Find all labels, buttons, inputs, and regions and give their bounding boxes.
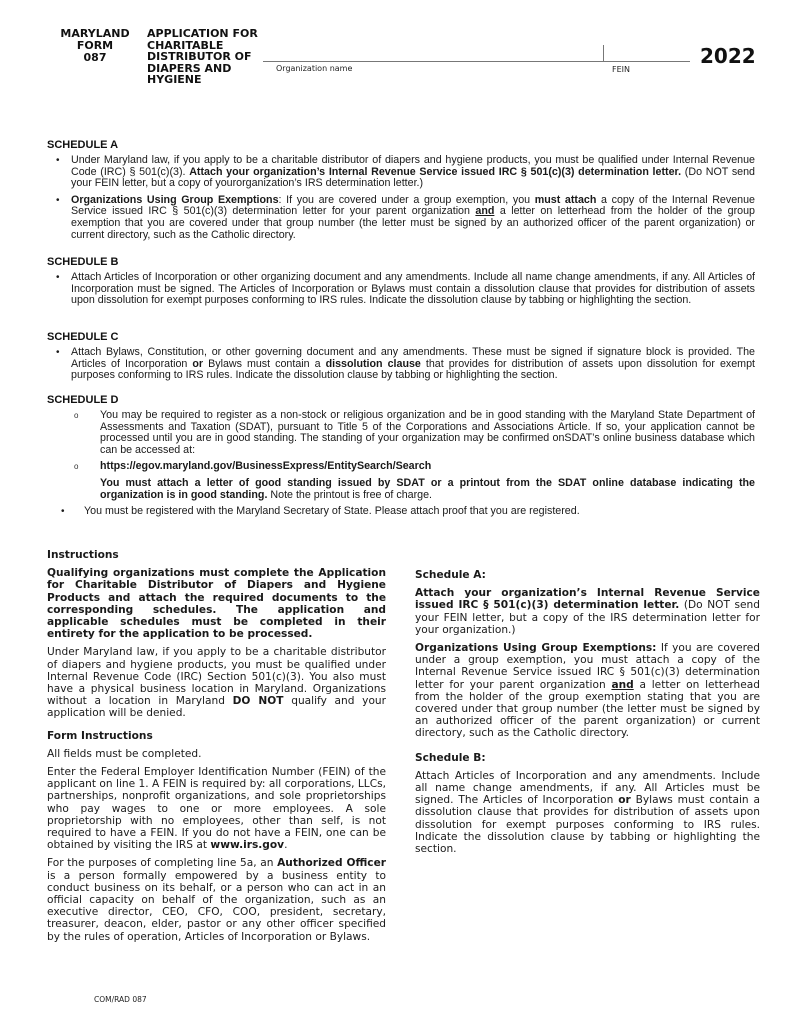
schedule-b-heading: SCHEDULE B: [47, 256, 119, 268]
text: Attach Bylaws, Constitution, or other governing document and any amendments. These must be signed if signature block is provided. The Articles of Incorporation: [71, 346, 755, 370]
text-bold: Attach your organization’s Internal Revenue Service issued IRC § 501(c)(3) determination letter.: [189, 165, 682, 178]
schedule-c-section: [47, 331, 755, 387]
instructions-para-3: [47, 766, 386, 851]
text: (Do NOT send your FEIN letter, but a copy of the IRS determination letter for your organization.): [415, 599, 760, 636]
right-schedule-a-heading: Schedule A:: [415, 569, 486, 581]
form-code-footer: COM/RAD 087: [94, 995, 147, 1004]
text: a letter on letterhead from the holder of the group exemption stating that you are covered under that group number (the letter must be signed by an authorized officer of the parent organization) or current directory, such as the Catholic directory.: [415, 678, 760, 740]
schedule-b-section: [47, 256, 755, 312]
organization-name-label: Organization name: [276, 64, 353, 73]
form-title: [147, 28, 267, 86]
schedule-a-bullet-1: [47, 155, 755, 190]
irs-link[interactable]: www.irs.gov: [210, 839, 285, 852]
text: that provides for distribution of assets upon dissolution for exempt purposes conforming to IRS rules. Indicate the dissolution clause by tabbing or highlighting the section.: [71, 357, 755, 382]
sdat-url-item: [47, 461, 755, 473]
text-bold: DO NOT: [232, 695, 284, 708]
right-schedule-a-para: [415, 587, 760, 636]
form-title-line: APPLICATION FOR: [147, 27, 258, 40]
schedule-b-bullet-1: • Attach Articles of Incorporation or other organizing document and any amendments. Include all name change amendments, if any. All Articles of Incorporation must be signed. The Articles of Incorporation or Bylaws must contain a dissolution clause that provides for distribution of assets upon dissolution for exempt purposes conforming to IRS rules. Indicate the dissolution clause by tabbing or highlighting the section.: [47, 272, 755, 307]
text-bold: Organizations Using Group Exemptions: [71, 193, 279, 206]
schedule-d-heading: SCHEDULE D: [47, 394, 119, 406]
schedule-d-section: [47, 394, 755, 518]
instructions-para-2: All fields must be completed.: [47, 747, 202, 760]
instructions-para-1: [47, 646, 386, 719]
text: Note the printout is free of charge.: [267, 488, 432, 501]
schedule-notes-column: [415, 569, 760, 861]
schedule-d-bullet-1: • You must be registered with the Maryland Secretary of State. Please attach proof that you are registered.: [47, 506, 755, 518]
text-underline: and: [475, 205, 495, 218]
schedule-a-bullet-2: [47, 195, 755, 241]
schedule-c-heading: SCHEDULE C: [47, 331, 119, 343]
right-schedule-b-para: [415, 770, 760, 855]
sdat-url-link[interactable]: https://egov.maryland.gov/BusinessExpress/EntitySearch/Search: [100, 460, 432, 473]
text-bold: Organizations Using Group Exemptions:: [415, 642, 657, 655]
text-bold: or: [618, 794, 631, 807]
right-schedule-b-heading: Schedule B:: [415, 751, 486, 764]
instructions-para-4: [47, 857, 386, 942]
right-group-exemption-para: [415, 642, 760, 740]
instructions-column: [47, 549, 386, 949]
form-id-line: FORM: [76, 39, 114, 52]
text: Enter the Federal Employer Identification Number (FEIN) of the applicant on line 1. A FEIN is required by: all corporations, LLCs, partnerships, nonprofit organizations, and sole proprietorships who pay wages to one or more employees. A sole proprietorship with no employees, other than self, is not required to have a FEIN. If you do not have a FEIN, one can be obtained by visiting the IRS at: [47, 766, 386, 852]
form-title-line: DISTRIBUTOR OF: [147, 50, 252, 63]
text-underline: and: [611, 678, 634, 691]
schedule-d-item-1: o You may be required to register as a non-stock or religious organization and be in good standing with the Maryland State Department of Assessments and Taxation (SDAT), pursuant to Title 5 of the Corporations and Associations Article. If so, your application cannot be processed until you are in good standing. The standing of your organization may be confirmed onSDAT’s online business database which can be accessed at:: [47, 410, 755, 456]
text: Under Maryland law, if you apply to be a charitable distributor of diapers and hygiene products, you must be qualified under Internal Revenue Code (IRC) § 501(c)(3).: [71, 154, 755, 178]
text-bold: must attach: [534, 193, 597, 206]
text: Bylaws must contain a dissolution clause that provides for distribution of assets upon dissolution for exempt purposes conforming to IRS rules. Indicate the dissolution clause by tabbing or highlighting the section.: [415, 794, 760, 856]
form-id-line: 087: [83, 51, 107, 64]
text: Bylaws must contain a: [203, 357, 326, 370]
schedule-c-bullet-1: [47, 347, 755, 382]
text-bold: dissolution clause: [325, 357, 421, 370]
text-bold: Authorized Officer: [277, 857, 386, 870]
text: a copy of the Internal Revenue Service issued IRC § 501(c)(3) determination letter for your parent organization: [71, 193, 755, 218]
fein-label: FEIN: [612, 65, 630, 74]
form-title-line: CHARITABLE: [147, 38, 224, 52]
fein-field-divider: [603, 45, 604, 62]
text: is a person formally empowered by a business entity to conduct business on its behalf, or a person who can act in an official capacity on behalf of the organization, such as an executive director, CEO, CFO, COO, president, secretary, treasurer, deacon, elder, pastor or any other officer specified by the rules of operation, Articles of Incorporation or Bylaws.: [47, 869, 386, 943]
text: a letter on letterhead from the holder of the group exemption that you are covered under that group number (the letter must be signed by an authorized officer of the parent organization) or current directory, such as the Catholic directory.: [71, 205, 755, 241]
text: : If you are covered under a group exemption, you: [278, 193, 535, 206]
form-id-line: MARYLAND: [60, 27, 130, 40]
form-id: [56, 28, 134, 64]
organization-name-field[interactable]: [263, 61, 690, 62]
text: (Do NOT send your FEIN letter, but a copy of yourorganization’s IRS determination letter.): [71, 165, 755, 190]
form-title-line: HYGIENE: [147, 73, 202, 86]
text-bold: Attach your organization’s Internal Revenue Service issued IRC § 501(c)(3) determination letter.: [415, 587, 760, 612]
instructions-heading: Instructions: [47, 549, 119, 561]
form-year: 2022: [700, 44, 756, 68]
text: For the purposes of completing line 5a, an: [47, 857, 278, 870]
schedule-a-heading: SCHEDULE A: [47, 139, 119, 151]
text: qualify and your application will be denied.: [47, 695, 386, 720]
text: Under Maryland law, if you apply to be a charitable distributor of diapers and hygiene products, you must be qualified under Internal Revenue Code (IRC) Section 501(c)(3). You also must have a physical business location in Maryland. Organizations without a location in Maryland: [47, 646, 386, 708]
form-instructions-heading: Form Instructions: [47, 729, 153, 742]
schedule-d-note: [47, 478, 755, 501]
schedule-a-section: [47, 139, 755, 246]
text: Attach Articles of Incorporation and any amendments. Include all name change amendments, if any. All Articles must be signed. The Articles of Incorporation: [415, 769, 760, 807]
text: .: [284, 839, 288, 852]
form-title-line: DIAPERS AND: [147, 61, 232, 75]
text: If you are covered under a group exemption, you must attach a copy of the Internal Revenue Service issued IRC § 501(c)(3) determination letter for your parent organization: [415, 642, 760, 691]
instructions-lead: Qualifying organizations must complete the Application for Charitable Distributor of Diapers and Hygiene Products and attach the required documents to the corresponding schedules. The application and applicable schedules must be completed in their entirety for the application to be processed.: [47, 567, 386, 641]
text-bold: or: [192, 357, 204, 370]
text-bold: You must attach a letter of good standing issued by SDAT or a printout from the SDAT online database indicating the organization is in good standing.: [100, 476, 755, 501]
